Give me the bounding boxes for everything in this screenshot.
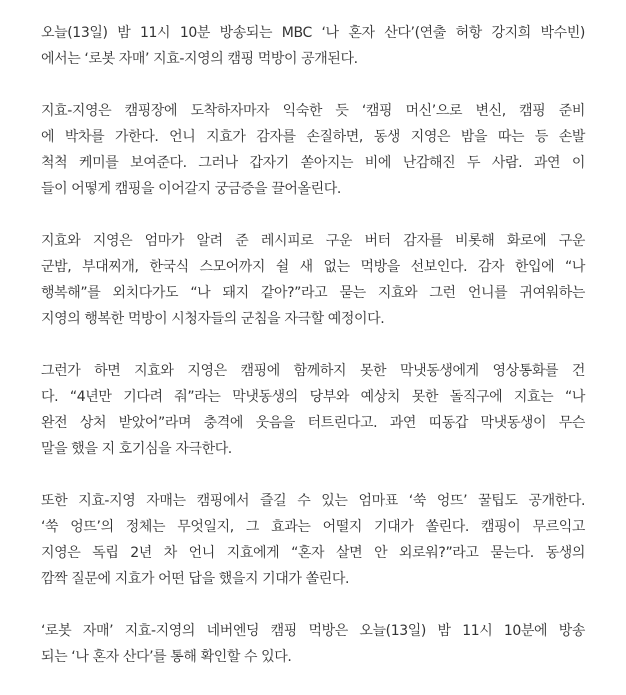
text-line: 그런가 하면 지효와 지영은 캠핑에 함께하지 못한 막냇동생에게 영상통화를 건 (41, 363, 585, 379)
text-line: 말을 했을 지 호기심을 자극한다. (41, 441, 232, 457)
text-line: 지효-지영은 캠핑장에 도착하자마자 익숙한 듯 ‘캠핑 머신’으로 변신, 캠핑 준비 (41, 103, 585, 119)
text-line: 오늘(13일) 밤 11시 10분 방송되는 MBC ‘나 혼자 산다’(연출 허항 강지희 박수빈) (41, 25, 585, 41)
text-line: 되는 ‘나 혼자 산다’를 통해 확인할 수 있다. (41, 649, 292, 665)
paragraph-video-call (41, 358, 585, 462)
text-line: ‘로봇 자매’ 지효-지영의 네버엔딩 캠핑 먹방은 오늘(13일) 밤 11시 10분에 방송 (41, 623, 585, 639)
paragraph-intro (41, 20, 585, 72)
text-line: 깜짝 질문에 지효가 어떤 답을 했을지 기대가 쏠린다. (41, 571, 350, 587)
text-line: 지영은 독립 2년 차 언니 지효에게 “혼자 살면 안 외로워?”라고 묻는다. 동생의 (41, 545, 585, 561)
text-line: 행복해”를 외치다가도 “나 돼지 같아?”라고 묻는 지효와 그런 언니를 귀여워하는 (41, 285, 585, 301)
text-line: 군밤, 부대찌개, 한국식 스모어까지 쉴 새 없는 먹방을 선보인다. 감자 한입에 “나 (41, 259, 585, 275)
paragraph-tips (41, 488, 585, 592)
paragraph-mukbang (41, 228, 585, 332)
text-line: 지효와 지영은 엄마가 알려 준 레시피로 구운 버터 감자를 비롯해 화로에 구운 (41, 233, 585, 249)
text-line: ‘쑥 엉뜨’의 정체는 무엇일지, 그 효과는 어떨지 기대가 쏠린다. 캠핑이 무르익고 (41, 519, 585, 535)
text-line: 들이 어떻게 캠핑을 이어갈지 궁금증을 끌어올린다. (41, 181, 341, 197)
text-line: 또한 지효-지영 자매는 캠핑에서 즐길 수 있는 엄마표 ‘쑥 엉뜨’ 꿀팁도 공개한다. (41, 493, 585, 509)
text-line: 지영의 행복한 먹방이 시청자들의 군침을 자극할 예정이다. (41, 311, 385, 327)
paragraph-camping-setup (41, 98, 585, 202)
paragraph-broadcast-info (41, 618, 585, 670)
text-line: 에 박차를 가한다. 언니 지효가 감자를 손질하면, 동생 지영은 밤을 따는 등 손발 (41, 129, 585, 145)
text-line: 에서는 ‘로봇 자매’ 지효-지영의 캠핑 먹방이 공개된다. (41, 51, 358, 67)
text-line: 완전 상처 받았어”라며 충격에 웃음을 터트린다고. 과연 띠동갑 막냇동생이 무슨 (41, 415, 585, 431)
text-line: 다. “4년만 기다려 줘”라는 막냇동생의 당부와 예상치 못한 돌직구에 지효는 “나 (41, 389, 585, 405)
text-line: 척척 케미를 보여준다. 그러나 갑자기 쏟아지는 비에 난감해진 두 사람. 과연 이 (41, 155, 585, 171)
